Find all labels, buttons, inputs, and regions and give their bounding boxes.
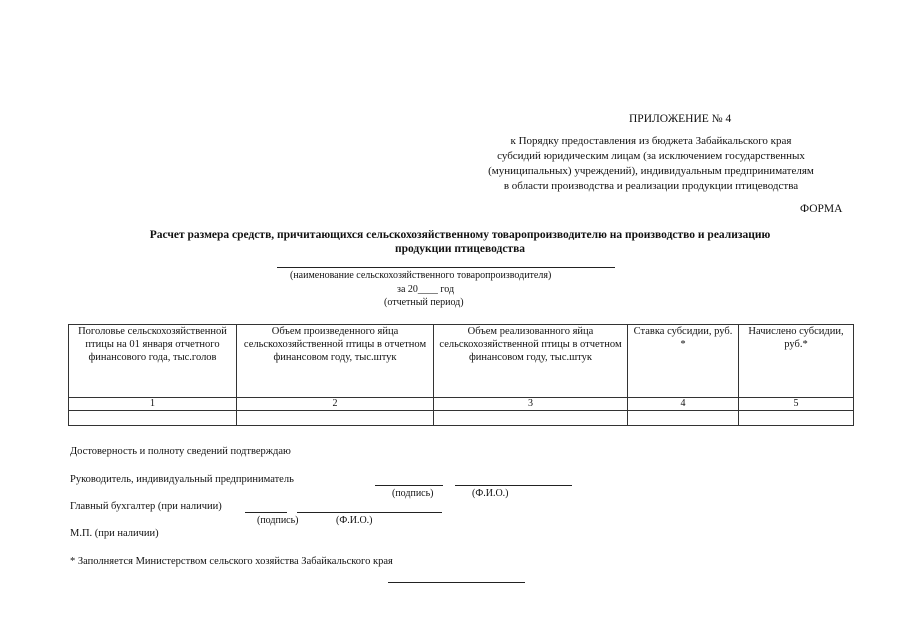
column-number: 5 — [739, 398, 854, 411]
table-cell — [628, 411, 739, 426]
accountant-name-line — [297, 512, 442, 513]
producer-name-line — [277, 267, 615, 268]
title-line: продукции птицеводства — [394, 243, 526, 255]
period-caption: (отчетный период) — [384, 297, 464, 308]
accountant-signature-line — [245, 512, 287, 513]
column-number: 4 — [628, 398, 739, 411]
appendix-title: ПРИЛОЖЕНИЕ № 4 — [629, 113, 732, 125]
end-rule — [388, 582, 525, 583]
appendix-subtitle — [452, 134, 850, 194]
appendix-line: субсидий юридическим лицам (за исключением государственных — [497, 150, 805, 162]
year-label: за 20____ год — [397, 284, 455, 295]
column-number: 1 — [69, 398, 237, 411]
head-name-caption: (Ф.И.О.) — [472, 488, 509, 499]
document-title — [70, 228, 850, 256]
seal-label: М.П. (при наличии) — [70, 528, 159, 539]
head-signature-caption: (подпись) — [392, 488, 434, 499]
column-number: 3 — [434, 398, 628, 411]
table-cell — [434, 411, 628, 426]
confirmation-text: Достоверность и полноту сведений подтверждаю — [70, 446, 291, 457]
accountant-name-caption: (Ф.И.О.) — [336, 515, 373, 526]
column-number: 2 — [237, 398, 434, 411]
table-cell — [739, 411, 854, 426]
header-cell: Объем произведенного яйца сельскохозяйственной птицы в отчетном финансовом году, тыс.штук — [237, 325, 434, 398]
accountant-signature-caption: (подпись) — [257, 515, 299, 526]
header-cell: Ставка субсидии, руб. * — [628, 325, 739, 398]
subsidy-table — [68, 324, 854, 426]
head-signature-line — [375, 485, 443, 486]
accountant-label: Главный бухгалтер (при наличии) — [70, 501, 222, 512]
head-label: Руководитель, индивидуальный предприниматель — [70, 474, 294, 485]
table-cell — [69, 411, 237, 426]
header-cell: Поголовье сельскохозяйственной птицы на 01 января отчетного финансового года, тыс.голов — [69, 325, 237, 398]
form-label: ФОРМА — [800, 203, 843, 215]
table-cell — [237, 411, 434, 426]
appendix-line: (муниципальных) учреждений), индивидуальным предпринимателям — [488, 165, 814, 177]
appendix-line: к Порядку предоставления из бюджета Забайкальского края — [510, 135, 792, 147]
header-cell: Объем реализованного яйца сельскохозяйственной птицы в отчетном финансовом году, тыс.штук — [434, 325, 628, 398]
producer-caption: (наименование сельскохозяйственного товаропроизводителя) — [290, 270, 552, 281]
header-cell: Начислено субсидии, руб.* — [739, 325, 854, 398]
appendix-line: в области производства и реализации продукции птицеводства — [503, 180, 799, 192]
footnote: * Заполняется Министерством сельского хозяйства Забайкальского края — [70, 556, 393, 567]
head-name-line — [455, 485, 572, 486]
title-line: Расчет размера средств, причитающихся сельскохозяйственному товаропроизводителю на производство и реализацию — [149, 229, 771, 241]
